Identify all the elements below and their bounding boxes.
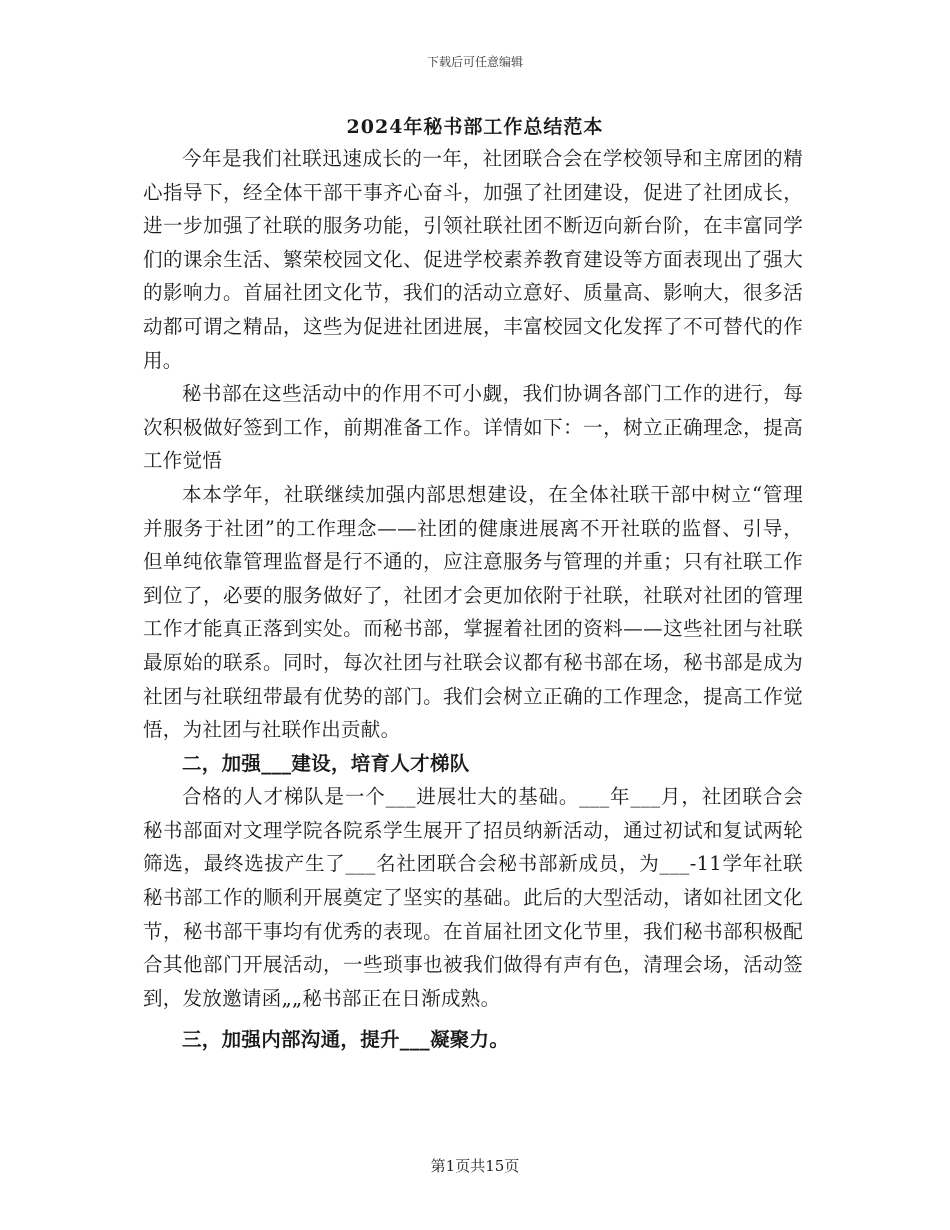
- paragraph-secretariat-role: 秘书部在这些活动中的作用不可小觑，我们协调各部门工作的进行，每次积极做好签到工作，前期准备工作。详情如下：一，树立正确理念，提高工作觉悟: [143, 382, 803, 473]
- document-title: 2024年秘书部工作总结范本: [346, 116, 604, 138]
- document-body: [143, 142, 803, 1057]
- page-number: 第1页共15页: [430, 1157, 520, 1175]
- header-note: 下载后可任意编辑: [426, 55, 523, 69]
- section-heading-2: 二，加强___建设，培育人才梯队: [182, 751, 470, 775]
- paragraph-intro: 今年是我们社联迅速成长的一年，社团联合会在学校领导和主席团的精心指导下，经全体干部干事齐心奋斗，加强了社团建设，促进了社团成长，进一步加强了社联的服务功能，引领社联社团不断迈向新台阶，在丰富同学们的课余生活、繁荣校园文化、促进学校素养教育建设等方面表现出了强大的影响力。首届社团文化节，我们的活动立意好、质量高、影响大，很多活动都可谓之精品，这些为促进社团进展，丰富校园文化发挥了不可替代的作用。: [143, 147, 803, 372]
- paragraph-talent: 合格的人才梯队是一个___进展壮大的基础。___年___月，社团联合会秘书部面对文理学院各院系学生展开了招员纳新活动，通过初试和复试两轮筛选，最终选拔产生了___名社团联合会秘书部新成员，为___-11学年社联秘书部工作的顺利开展奠定了坚实的基础。此后的大型活动，诸如社团文化节，秘书部干事均有优秀的表现。在首届社团文化节里，我们秘书部积极配合其他部门开展活动，一些琐事也被我们做得有声有色，清理会场，活动签到，发放邀请函„„秘书部正在日渐成熟。: [143, 785, 803, 1010]
- section-heading-3: 三，加强内部沟通，提升___凝聚力。: [182, 1028, 510, 1052]
- paragraph-concept: 本本学年，社联继续加强内部思想建设，在全体社联干部中树立“管理并服务于社团”的工作理念——社团的健康进展离不开社联的监督、引导，但单纯依靠管理监督是行不通的，应注意服务与管理的并重；只有社联工作到位了，必要的服务做好了，社团才会更加依附于社联，社联对社团的管理工作才能真正落到实处。而秘书部，掌握着社团的资料——这些社团与社联最原始的联系。同时，每次社团与社联会议都有秘书部在场，秘书部是成为社团与社联纽带最有优势的部门。我们会树立正确的工作理念，提高工作觉悟，为社团与社联作出贡献。: [143, 482, 803, 742]
